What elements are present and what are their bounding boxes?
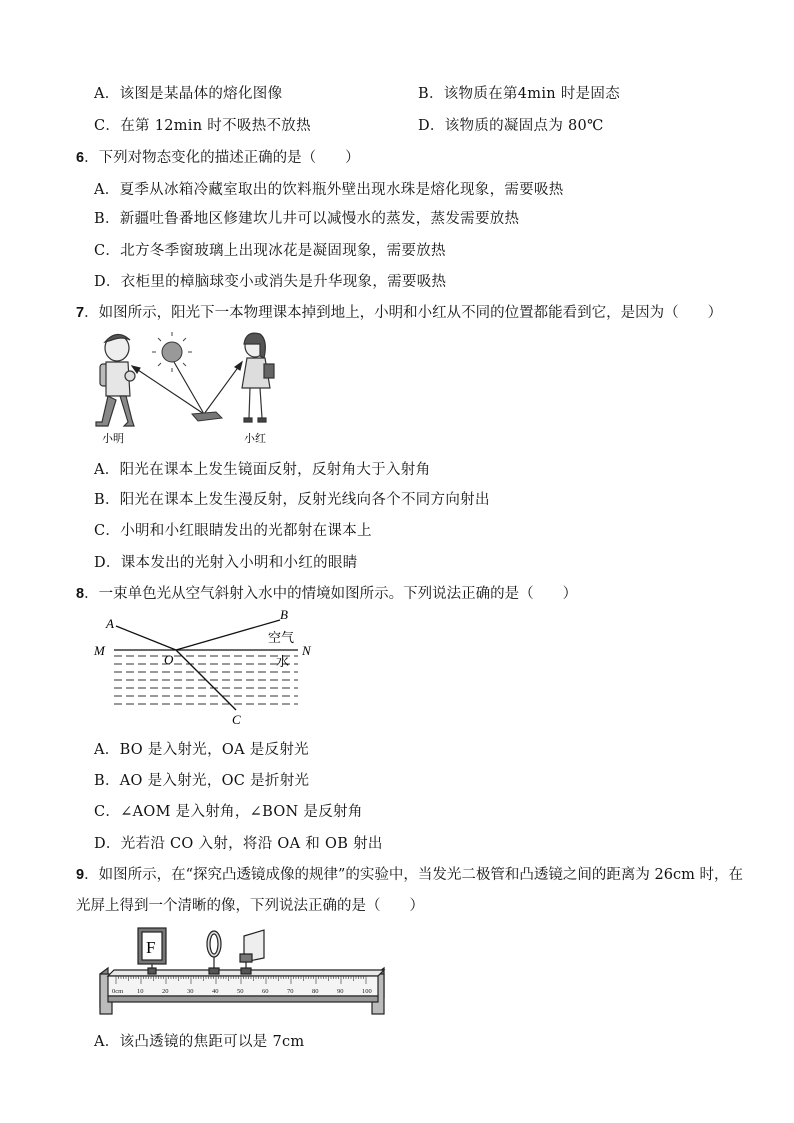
q6-text: ．下列对物态变化的描述正确的是（ ） [84, 150, 360, 166]
ruler-tick-label: 70 [287, 988, 294, 995]
q7-text: ．如图所示，阳光下一本物理课本掉到地上，小明和小红从不同的位置都能看到它，是因为（ ） [84, 305, 723, 321]
q8-stem [76, 582, 577, 603]
ruler-tick-label: 60 [262, 988, 269, 995]
boy-figure [96, 334, 135, 426]
led-f-label: F [146, 938, 156, 957]
q6-option-a: A．夏季从冰箱冷藏室取出的饮料瓶外壁出现水珠是熔化现象，需要吸热 [94, 182, 564, 198]
label-water: 水 [276, 654, 290, 669]
q9-option-a: A．该凸透镜的焦距可以是 7cm [94, 1034, 305, 1050]
q9-number: 9 [76, 867, 85, 883]
q5-option-a: A．该图是某晶体的熔化图像 [94, 86, 283, 102]
q6-option-c: C．北方冬季窗玻璃上出现冰花是凝固现象，需要放热 [94, 243, 446, 259]
label-n: N [302, 643, 311, 658]
q6-option-d: D．衣柜里的樟脑球变小或消失是升华现象，需要吸热 [94, 274, 447, 290]
q6-number: 6 [76, 150, 85, 166]
q6-stem [76, 146, 360, 167]
convex-lens [207, 931, 221, 974]
q9-figure [94, 922, 390, 1020]
label-c: C [232, 712, 241, 727]
ruler-tick-label: 10 [137, 988, 144, 995]
q5-option-b: B．该物质在第4min 时是固态 [418, 86, 621, 102]
light-screen [240, 930, 264, 974]
boy-label: 小明 [102, 433, 124, 445]
q8-option-b: B．AO 是入射光，OC 是折射光 [94, 773, 310, 789]
book-icon [192, 412, 222, 421]
ruler-tick-label: 100 [362, 988, 372, 995]
q7-option-d: D．课本发出的光射入小明和小红的眼睛 [94, 555, 358, 571]
q7-option-a: A．阳光在课本上发生镜面反射，反射角大于入射角 [94, 462, 431, 478]
ruler-tick-label: 40 [212, 988, 219, 995]
q9-stem-line2: 光屏上得到一个清晰的像，下列说法正确的是（ ） [76, 898, 424, 914]
ray-ob [176, 620, 280, 650]
label-a: A [106, 616, 114, 631]
q9-stem-line1 [76, 863, 743, 884]
ray-ao [116, 626, 176, 650]
girl-label: 小红 [244, 433, 266, 445]
q8-option-d: D．光若沿 CO 入射，将沿 OA 和 OB 射出 [94, 836, 383, 852]
q7-number: 7 [76, 305, 85, 321]
q8-text: ．一束单色光从空气斜射入水中的情境如图所示。下列说法正确的是（ ） [84, 586, 578, 602]
q6-option-b: B．新疆吐鲁番地区修建坎儿井可以减慢水的蒸发，蒸发需要放热 [94, 211, 520, 227]
q7-option-c: C．小明和小红眼睛发出的光都射在课本上 [94, 523, 372, 539]
girl-figure [242, 333, 274, 422]
label-m: M [94, 643, 105, 658]
q8-option-a: A．BO 是入射光，OA 是反射光 [94, 742, 309, 758]
q5-option-d: D．该物质的凝固点为 80℃ [418, 118, 604, 134]
q7-stem [76, 301, 722, 322]
q5-option-c: C．在第 12min 时不吸热不放热 [94, 118, 311, 134]
ruler-tick-label: 50 [237, 988, 244, 995]
label-b: B [280, 607, 288, 622]
ruler-tick-label: 90 [337, 988, 344, 995]
q8-option-c: C．∠AOM 是入射角，∠BON 是反射角 [94, 804, 363, 820]
q8-number: 8 [76, 586, 85, 602]
ruler-tick-label: 30 [187, 988, 194, 995]
q7-figure [92, 326, 292, 452]
q8-figure [92, 606, 322, 730]
label-o: O [164, 652, 174, 667]
label-air: 空气 [268, 630, 295, 645]
q7-option-b: B．阳光在课本上发生漫反射，反射光线向各个不同方向射出 [94, 492, 490, 508]
ruler-tick-label: 20 [162, 988, 169, 995]
sun-icon [152, 332, 192, 372]
ruler-tick-label: 80 [312, 988, 319, 995]
ruler-tick-label: 0cm [112, 988, 124, 995]
q9-text-1: ．如图所示，在“探究凸透镜成像的规律”的实验中，当发光二极管和凸透镜之间的距离为 26cm 时，在 [84, 867, 743, 883]
